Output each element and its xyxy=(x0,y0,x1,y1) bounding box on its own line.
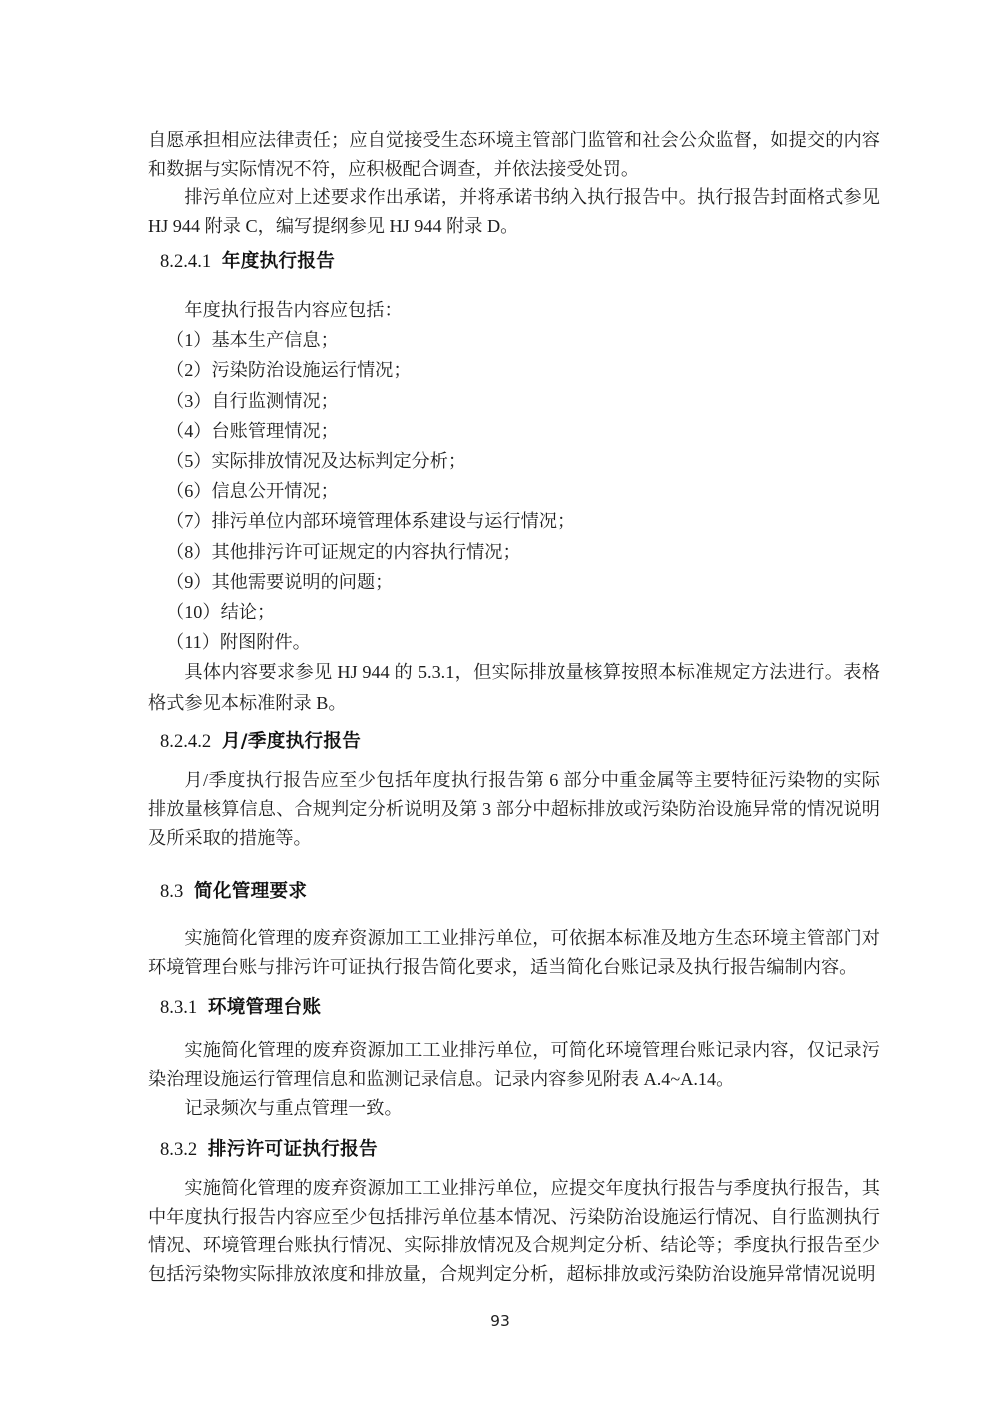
annual-report-intro: 年度执行报告内容应包括： xyxy=(184,300,403,320)
section-heading-8-3-2 xyxy=(160,1137,378,1163)
list-item: （2）污染防治设施运行情况； xyxy=(166,360,412,381)
list-item: （8）其他排污许可证规定的内容执行情况； xyxy=(166,541,521,562)
heading-title: 环境管理台账 xyxy=(207,997,322,1018)
list-item: （5）实际排放情况及达标判定分析； xyxy=(166,451,467,472)
heading-number: 8.3.2 xyxy=(160,1139,198,1160)
list-item: （4）台账管理情况； xyxy=(166,420,339,441)
simplified-management-paragraph: 实施简化管理的废弃资源加工工业排污单位，可依据本标准及地方生态环境主管部门对环境管理台账与排污许可证执行报告简化要求，适当简化台账记录及执行报告编制内容。 xyxy=(148,928,880,977)
heading-title: 排污许可证执行报告 xyxy=(207,1139,378,1160)
heading-title: 年度执行报告 xyxy=(221,251,336,272)
heading-number: 8.3 xyxy=(160,881,184,902)
permit-report-paragraph: 实施简化管理的废弃资源加工工业排污单位，应提交年度执行报告与季度执行报告，其中年度执行报告内容应至少包括排污单位基本情况、污染防治设施运行情况、自行监测执行情况、环境管理台账执行情况、实际排放情况及合规判定分析、结论等；季度执行报告至少包括污染物实际排放浓度和排放量，合规判定分析，超标排放或污染防治设施异常情况说明 xyxy=(148,1178,880,1284)
list-item: （11）附图附件。 xyxy=(166,632,311,653)
heading-title: 简化管理要求 xyxy=(193,881,308,902)
paragraph-commitment: 排污单位应对上述要求作出承诺，并将承诺书纳入执行报告中。执行报告封面格式参见 HJ 944 附录 C，编写提纲参见 HJ 944 附录 D。 xyxy=(148,187,880,236)
list-item: （6）信息公开情况； xyxy=(166,481,339,502)
monthly-quarterly-report xyxy=(148,766,880,852)
list-item: （10）结论； xyxy=(166,602,276,623)
ledger-paragraph-1: 实施简化管理的废弃资源加工工业排污单位，可简化环境管理台账记录内容，仅记录污染治理设施运行管理信息和监测记录信息。记录内容参见附表 A.4~A.14。 xyxy=(148,1040,880,1089)
monthly-report-paragraph: 月/季度执行报告应至少包括年度执行报告第 6 部分中重金属等主要特征污染物的实际排放量核算信息、合规判定分析说明及第 3 部分中超标排放或污染防治设施异常的情况说明及所采取的措施等。 xyxy=(148,770,880,848)
section-heading-8-2-4-2 xyxy=(160,729,361,755)
paragraph-legal-responsibility: 自愿承担相应法律责任；应自觉接受生态环境主管部门监管和社会公众监督，如提交的内容和数据与实际情况不符，应积极配合调查，并依法接受处罚。 xyxy=(148,130,880,179)
section-heading-8-3 xyxy=(160,879,307,905)
heading-title: 月/季度执行报告 xyxy=(221,731,362,752)
simplified-management xyxy=(148,924,880,982)
list-item: （9）其他需要说明的问题； xyxy=(166,571,394,592)
annual-report-content xyxy=(148,295,880,718)
permit-execution-report xyxy=(148,1174,880,1288)
heading-number: 8.2.4.1 xyxy=(160,251,212,272)
heading-number: 8.2.4.2 xyxy=(160,731,212,752)
environment-ledger xyxy=(148,1036,880,1122)
section-heading-8-3-1 xyxy=(160,995,321,1021)
annual-report-note: 具体内容要求参见 HJ 944 的 5.3.1，但实际排放量核算按照本标准规定方法进行。表格格式参见本标准附录 B。 xyxy=(148,662,880,713)
list-item: （1）基本生产信息； xyxy=(166,330,339,351)
ledger-paragraph-2: 记录频次与重点管理一致。 xyxy=(184,1097,403,1118)
list-item: （3）自行监测情况； xyxy=(166,390,339,411)
list-item: （7）排污单位内部环境管理体系建设与运行情况； xyxy=(166,511,576,532)
heading-number: 8.3.1 xyxy=(160,997,198,1018)
intro-paragraphs xyxy=(148,126,880,240)
page-number: 93 xyxy=(490,1312,510,1330)
section-heading-8-2-4-1 xyxy=(160,249,335,275)
